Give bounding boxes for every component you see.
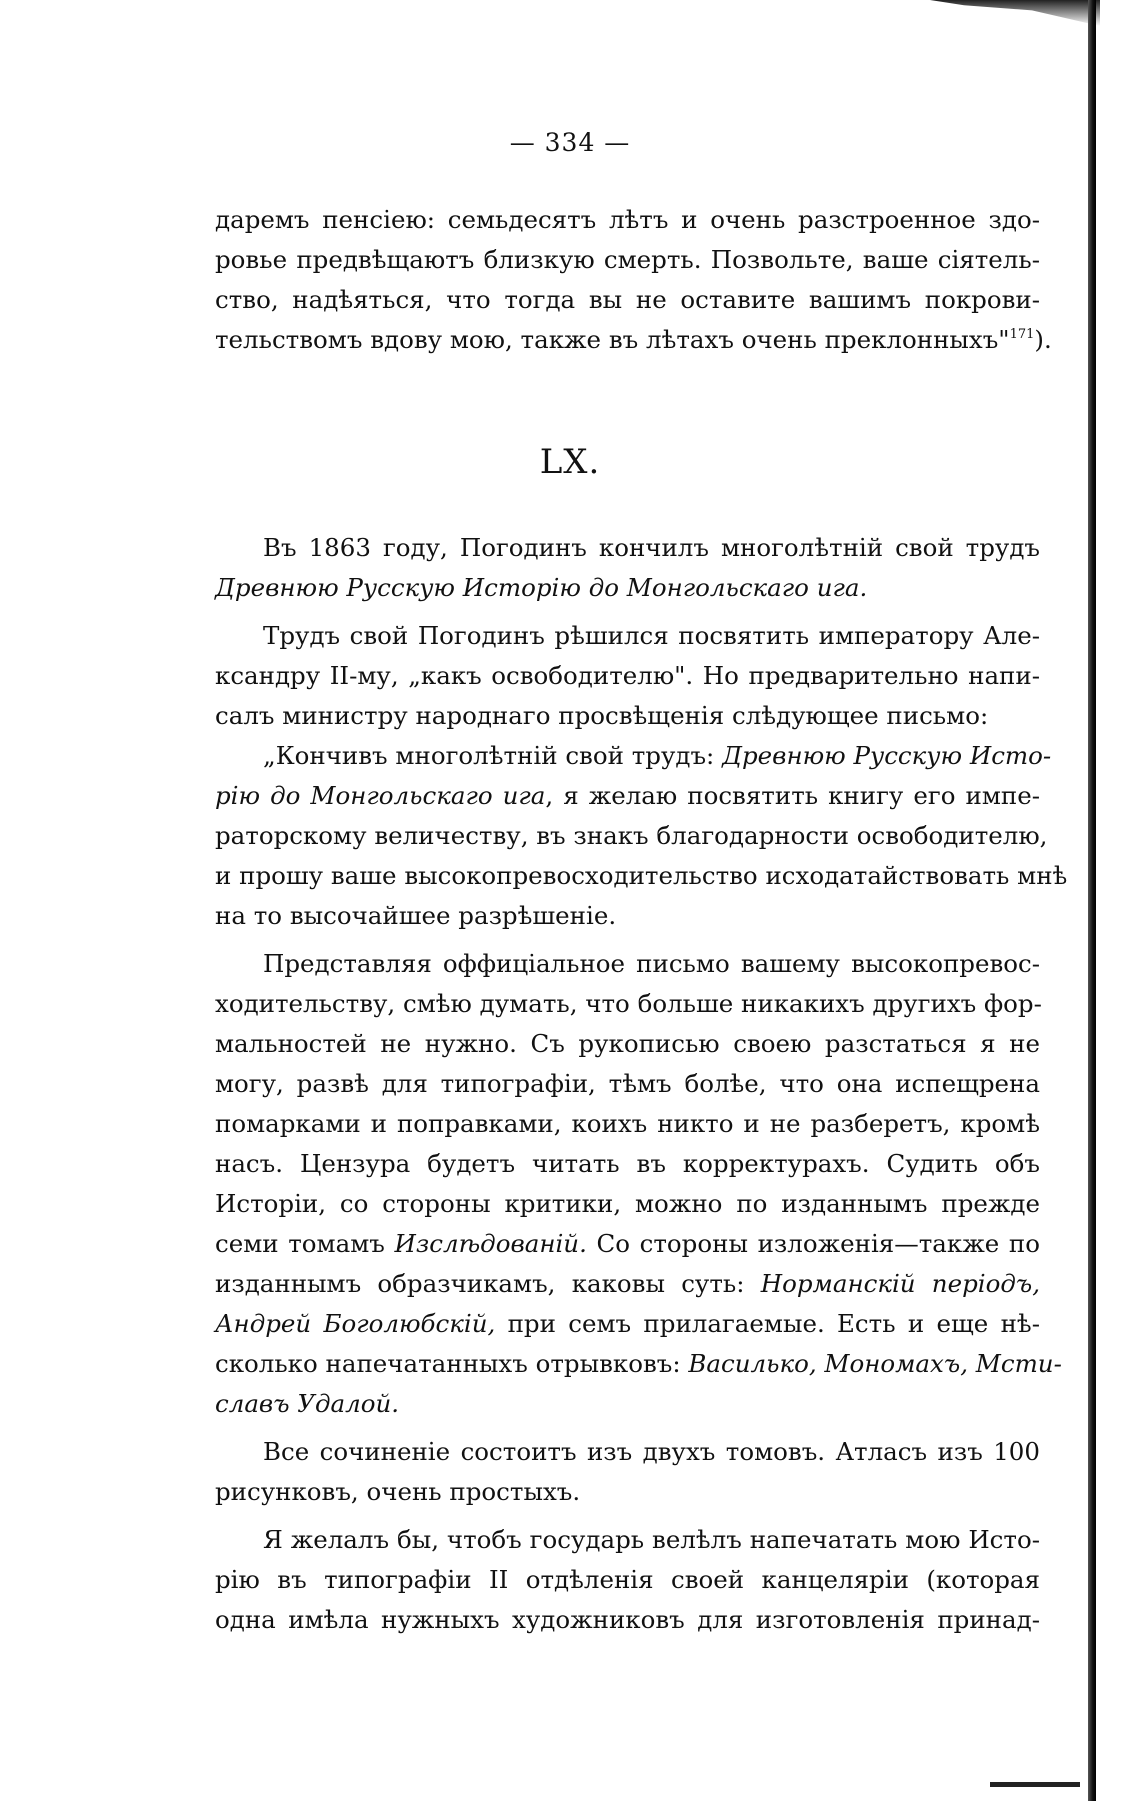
text-line: семи томамъ Изслѣдованiй. Со стороны изложенiя—также по xyxy=(215,1229,1040,1258)
text-line: сколько напечатанныхъ отрывковъ: Василько, Мономахъ, Мсти- xyxy=(215,1349,1062,1378)
text-line: Андрей Боголюбскiй, при семъ прилагаемые. Есть и еще нѣ- xyxy=(215,1309,1040,1338)
text-line: даремъ пенсiею: семьдесятъ лѣтъ и очень разстроенное здо- xyxy=(215,205,1040,234)
chapter-body xyxy=(215,528,1068,1640)
scan-edge-right xyxy=(1088,0,1096,1801)
text-line: Древнюю Русскую Исторiю до Монгольскаго ига. xyxy=(215,573,868,602)
text-line: помарками и поправками, коихъ никто и не разберетъ, кромѣ xyxy=(215,1109,1040,1138)
text-line: Я желалъ бы, чтобъ государь велѣлъ напечатать мою Исто- xyxy=(263,1525,1040,1554)
text-line: Въ 1863 году, Погодинъ кончилъ многолѣтнiй свой трудъ xyxy=(263,533,1040,562)
text-line: изданнымъ образчикамъ, каковы суть: Норманскiй перiодъ, xyxy=(215,1269,1040,1298)
text-line: и прошу ваше высокопревосходительство исходатайствовать мнѣ xyxy=(215,861,1068,890)
text-line: ровье предвѣщаютъ близкую смерть. Позвольте, ваше сiятель- xyxy=(215,245,1040,274)
text-line: тельствомъ вдову мою, также въ лѣтахъ очень преклонныхъ"$^{171}$). xyxy=(215,325,1052,354)
chapter-heading: LX. xyxy=(539,442,601,482)
text-line: „Кончивъ многолѣтнiй свой трудъ: Древнюю Русскую Исто- xyxy=(263,741,1052,770)
text-line: на то высочайшее разрѣшенiе. xyxy=(215,901,617,930)
text-line: насъ. Цензура будетъ читать въ корректурахъ. Судить объ xyxy=(215,1149,1040,1178)
text-line: рiю до Монгольскаго ига, я желаю посвятить книгу его импе- xyxy=(215,781,1040,810)
text-line: ходительству, смѣю думать, что больше никакихъ другихъ фор- xyxy=(215,989,1042,1018)
text-line: Исторiи, со стороны критики, можно по изданнымъ прежде xyxy=(215,1189,1040,1218)
text-line: мальностей не нужно. Съ рукописью своею разстаться я не xyxy=(215,1029,1040,1058)
page-number: — 334 — xyxy=(509,128,631,157)
text-line: могу, развѣ для типографiи, тѣмъ болѣе, что она испещрена xyxy=(215,1069,1040,1098)
text-line: ство, надѣяться, что тогда вы не оставите вашимъ покрови- xyxy=(215,285,1040,314)
text-line: раторскому величеству, въ знакъ благодарности освободителю, xyxy=(215,821,1048,850)
text-line: рiю въ типографiи II отдѣленiя своей канцелярiи (которая xyxy=(215,1565,1040,1594)
text-line: славъ Удалой. xyxy=(215,1389,400,1418)
scan-edge-bottom xyxy=(990,1782,1080,1787)
text-line: Трудъ свой Погодинъ рѣшился посвятить императору Але- xyxy=(263,621,1040,650)
continuation-paragraph xyxy=(215,200,1052,360)
text-line: Представляя оффицiальное письмо вашему высокопревос- xyxy=(263,949,1040,978)
text-line: ксандру II-му, „какъ освободителю". Но предварительно напи- xyxy=(215,661,1040,690)
text-line: салъ министру народнаго просвѣщенiя слѣдующее письмо: xyxy=(215,701,989,730)
text-line: Все сочиненiе состоитъ изъ двухъ томовъ. Атласъ изъ 100 xyxy=(263,1437,1040,1466)
scan-edge-top xyxy=(930,0,1100,26)
footnote-ref: 171 xyxy=(1009,327,1035,342)
text-line: рисунковъ, очень простыхъ. xyxy=(215,1477,581,1506)
text-line: одна имѣла нужныхъ художниковъ для изготовленiя принад- xyxy=(215,1605,1040,1634)
